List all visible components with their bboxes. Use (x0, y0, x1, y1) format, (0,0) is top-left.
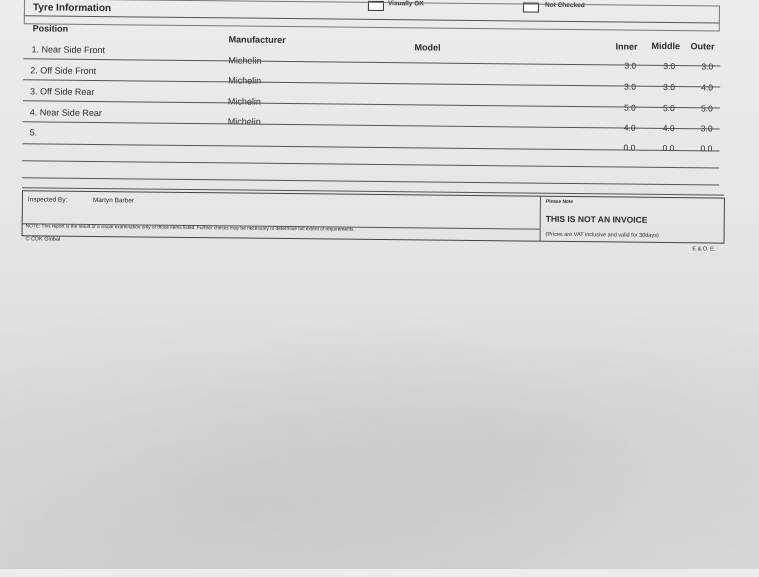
visually-ok-label: Visually OK (387, 0, 425, 8)
row-divider (22, 177, 719, 185)
header-outer: Outer (690, 41, 715, 52)
title-box (24, 0, 720, 32)
header-position: Position (32, 23, 69, 34)
row4-outer: 3.0 (700, 123, 713, 134)
row2-middle: 3.0 (663, 81, 676, 93)
row-divider (22, 160, 719, 168)
row-divider (23, 58, 720, 66)
row1-outer: 3.0 (701, 61, 714, 72)
row1-position: 1. Near Side Front (31, 44, 106, 56)
inspection-note: NOTE: This report is the result of a visual examination only of those items listed. Further checks may be necessary to determine full extent of requirements. (25, 224, 355, 233)
row3-position: 3. Off Side Rear (29, 86, 95, 97)
row1-inner: 3.0 (624, 60, 637, 71)
not-checked-label: Not Checked (544, 1, 585, 10)
copyright: © CDK Global (25, 236, 61, 243)
please-note-label: Please Note (545, 199, 574, 206)
row4-position: 4. Near Side Rear (29, 107, 102, 119)
inspected-by-label: Inspected By: (27, 196, 68, 204)
row-divider (23, 121, 720, 129)
row3-middle: 5.0 (662, 102, 675, 114)
row-divider (22, 142, 719, 154)
row1-manufacturer: Michelin (228, 55, 262, 66)
row5-outer: 0.0 (700, 143, 713, 154)
row5-middle: 0.0 (662, 142, 675, 154)
prices-note: (Prices are VAT inclusive and valid for 30days) (545, 231, 659, 239)
row3-inner: 5.0 (623, 102, 636, 113)
row2-position: 2. Off Side Front (30, 65, 97, 77)
not-invoice-notice: THIS IS NOT AN INVOICE (545, 213, 648, 225)
header-middle: Middle (651, 40, 681, 52)
header-manufacturer: Manufacturer (228, 34, 286, 45)
eoe-text: E & O. E. (692, 246, 716, 253)
inspected-by-name: Martyn Barber (92, 196, 135, 205)
header-model: Model (414, 42, 441, 53)
row1-middle: 3.0 (663, 60, 676, 72)
row2-manufacturer: Michelin (228, 75, 262, 86)
section-title: Tyre Information (32, 2, 112, 15)
header-inner: Inner (615, 41, 638, 52)
row5-inner: 0.0 (623, 142, 636, 153)
row4-middle: 4.0 (662, 122, 675, 134)
row5-position: 5. (29, 127, 38, 138)
row-divider (23, 79, 720, 87)
row-divider (23, 100, 720, 108)
row4-inner: 4.0 (623, 122, 636, 133)
row2-inner: 3.0 (624, 81, 637, 92)
row4-manufacturer: Michelin (227, 116, 261, 127)
row3-outer: 5.0 (700, 103, 713, 114)
row2-outer: 4.0 (701, 82, 714, 93)
row3-manufacturer: Michelin (227, 96, 262, 107)
